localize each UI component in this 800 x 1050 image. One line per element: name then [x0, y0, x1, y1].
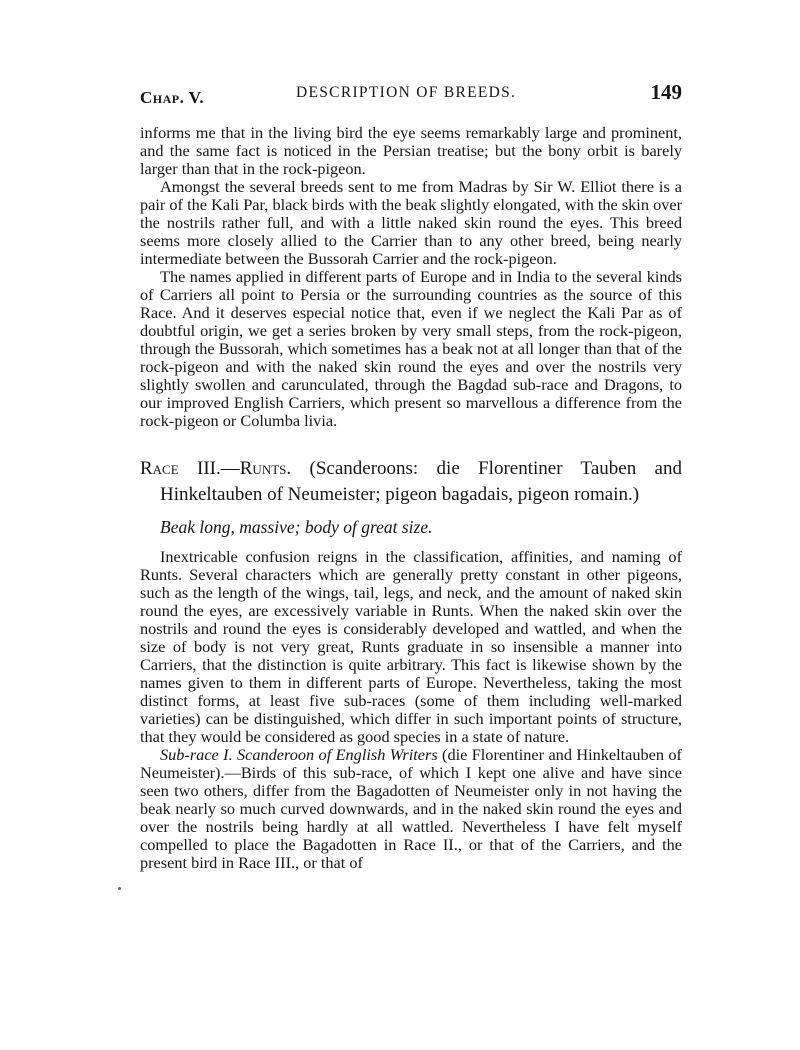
- paragraph: Amongst the several breeds sent to me from Madras by Sir W. Elliot there is a pair of the Kali Par, black birds with the beak slightly elongated, with the skin over the nostrils rather full, and with a little naked skin round the eyes. This breed seems more closely allied to the Carrier than to any other breed, being nearly intermediate between the Bussorah Carrier and the rock-pigeon.: [140, 177, 682, 268]
- race-synonyms: (Scanderoons: die Florentiner Tauben and Hinkeltauben of Neumeister; pigeon bagadais, pigeon romain.): [160, 458, 682, 505]
- running-title: DESCRIPTION OF BREEDS.: [296, 84, 517, 101]
- book-page: [140, 78, 682, 872]
- paragraph: The names applied in different parts of Europe and in India to the several kinds of Carriers all point to Persia or the surrounding countries as the source of this Race. And it deserves especial notice that, even if we neglect the Kali Par as of doubtful origin, we get a series broken by very small steps, from the rock-pigeon, through the Bussorah, which sometimes has a beak not at all longer than that of the rock-pigeon and with the naked skin round the eyes and over the nostrils very slightly swollen and carunculated, through the Bagdad sub-race and Dragons, to our improved English Carriers, which present so marvellous a difference from the rock-pigeon or Columba livia.: [140, 267, 682, 430]
- body-text-after: [140, 548, 682, 872]
- race-characters: Beak long, massive; body of great size.: [160, 517, 433, 537]
- body-text-before: [140, 124, 682, 430]
- race-heading: [140, 456, 682, 508]
- subrace-paragraph: [140, 746, 682, 872]
- race-label: Race III.—Runts.: [140, 458, 292, 479]
- subrace-text: (die Florentiner and Hinkeltauben of Neumeister).—Birds of this sub-race, of which I kept one alive and have since seen two others, differ from the Bagadotten of Neumeister only in not having the beak nearly so much curved downwards, and in the naked skin round the eyes and over the nostrils being hardly at all wattled. Nevertheless I have felt myself compelled to place the Bagadotten in Race II., or that of the Carriers, and the present bird in Race III., or that of: [140, 745, 682, 872]
- running-head: [140, 78, 682, 112]
- subrace-heading: Sub-race I. Scanderoon of English Writers: [160, 745, 438, 764]
- page-number: 149: [650, 80, 682, 104]
- paragraph: Inextricable confusion reigns in the classification, affinities, and naming of Runts. Several characters which are generally pretty constant in other pigeons, such as the length of the wings, tail, legs, and neck, and the amount of naked skin round the eyes, are excessively variable in Runts. When the naked skin over the nostrils and round the eyes is considerably developed and wattled, and when the size of body is not very great, Runts graduate in so insensible a manner into Carriers, that the distinction is quite arbitrary. This fact is likewise shown by the names given to them in different parts of Europe. Nevertheless, taking the most distinct forms, at least five sub-races (some of them including well-marked varieties) can be distinguished, which differ in such important points of structure, that they would be considered as good species in a state of nature.: [140, 547, 682, 746]
- page-speck: [118, 887, 121, 890]
- chapter-label: Chap. V.: [140, 88, 205, 107]
- paragraph: informs me that in the living bird the eye seems remarkably large and prominent, and the same fact is noticed in the Persian treatise; but the bony orbit is barely larger than that in the rock-pigeon.: [140, 123, 682, 178]
